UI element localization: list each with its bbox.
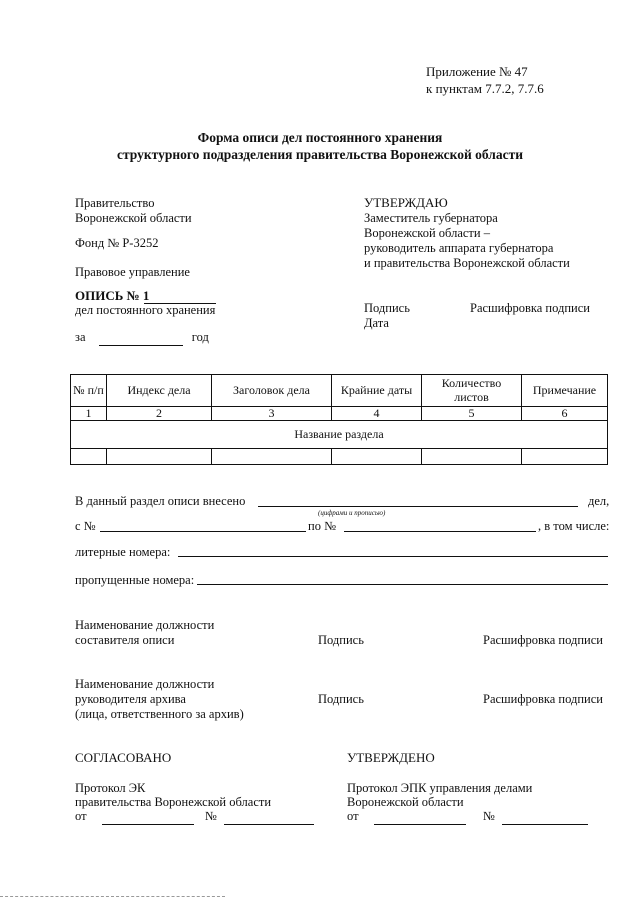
header-note: Примечание: [522, 375, 608, 407]
from-prefix: с №: [75, 519, 96, 533]
opis-year-row: [75, 330, 209, 346]
scan-edge-mark: [0, 896, 225, 897]
empty-cell: [107, 449, 212, 465]
to-blank: [344, 531, 536, 532]
archive-title-line1: Наименование должности: [75, 677, 215, 691]
compiler-decoding-label: Расшифровка подписи: [483, 633, 603, 647]
table-row: [71, 449, 608, 465]
appendix-number: Приложение № 47: [426, 64, 528, 79]
entered-suffix: дел,: [588, 494, 610, 508]
table-numbers-row: [71, 407, 608, 421]
approved-heading: УТВЕРЖДЕНО: [347, 750, 435, 765]
to-prefix: по №: [308, 519, 336, 533]
opis-number: ОПИСЬ № 1: [75, 288, 150, 303]
agreed-date-row: [75, 809, 314, 825]
col-number-3: 3: [212, 407, 332, 421]
form-title-line2: структурного подразделения правительства Воронежской области: [116, 147, 524, 162]
empty-cell: [71, 449, 107, 465]
department-name: Правовое управление: [75, 265, 190, 279]
approve-line2: Воронежской области –: [364, 226, 490, 240]
agreed-line2: правительства Воронежской области: [75, 795, 272, 809]
header-number: № п/п: [71, 375, 107, 407]
approved-date-row: [347, 809, 588, 825]
agreed-from-label: от: [75, 809, 87, 823]
approved-line1: Протокол ЭПК управления делами: [347, 781, 533, 795]
approved-number-label: №: [482, 809, 495, 823]
approve-line1: Заместитель губернатора: [364, 211, 498, 225]
col-number-6: 6: [522, 407, 608, 421]
year-prefix: за: [75, 330, 86, 344]
approved-from-label: от: [347, 809, 359, 823]
compiler-title-line1: Наименование должности: [75, 618, 215, 632]
approve-line3: руководитель аппарата губернатора: [364, 241, 554, 255]
col-number-4: 4: [332, 407, 422, 421]
including-label: , в том числе:: [538, 519, 610, 533]
header-title: Заголовок дела: [212, 375, 332, 407]
agreed-date-blank: [102, 814, 194, 825]
opis-subtitle: дел постоянного хранения: [75, 303, 216, 317]
entered-prefix: В данный раздел описи внесено: [75, 494, 246, 508]
archive-decoding-label: Расшифровка подписи: [483, 692, 603, 706]
empty-cell: [212, 449, 332, 465]
section-name-cell: Название раздела: [71, 421, 608, 449]
archive-title-line3: (лица, ответственного за архив): [75, 707, 244, 721]
approve-heading: УТВЕРЖДАЮ: [364, 195, 448, 210]
inventory-table: [70, 374, 608, 465]
agreed-number-label: №: [204, 809, 217, 823]
archive-signature-label: Подпись: [318, 692, 364, 706]
col-number-5: 5: [422, 407, 522, 421]
approved-line2: Воронежской области: [347, 795, 464, 809]
year-blank: [99, 335, 183, 346]
agreed-number-blank: [224, 814, 314, 825]
agreed-line1: Протокол ЭК: [75, 781, 146, 795]
empty-cell: [522, 449, 608, 465]
org-name-line1: Правительство: [75, 196, 155, 210]
year-suffix: год: [191, 330, 209, 344]
missing-blank: [197, 584, 608, 585]
missing-label: пропущенные номера:: [75, 573, 195, 587]
entered-blank: [258, 506, 578, 507]
from-blank: [100, 531, 306, 532]
appendix-points: к пунктам 7.7.2, 7.7.6: [426, 81, 544, 96]
empty-cell: [422, 449, 522, 465]
approve-decoding-label: Расшифровка подписи: [470, 301, 590, 315]
empty-cell: [332, 449, 422, 465]
entered-hint: (цифрами и прописью): [318, 509, 386, 517]
table-header-row: [71, 375, 608, 407]
approve-date-label: Дата: [364, 316, 389, 330]
header-sheets: Количество листов: [422, 375, 522, 407]
compiler-title-line2: составителя описи: [75, 633, 175, 647]
col-number-1: 1: [71, 407, 107, 421]
literal-label: литерные номера:: [75, 545, 171, 559]
header-index: Индекс дела: [107, 375, 212, 407]
approve-signature-label: Подпись: [364, 301, 410, 315]
form-title-line1: Форма описи дел постоянного хранения: [197, 130, 443, 145]
agreed-heading: СОГЛАСОВАНО: [75, 750, 172, 765]
col-number-2: 2: [107, 407, 212, 421]
literal-blank: [178, 556, 608, 557]
compiler-signature-label: Подпись: [318, 633, 364, 647]
approve-line4: и правительства Воронежской области: [364, 256, 570, 270]
fond-number: Фонд № Р-3252: [75, 236, 159, 250]
approved-date-blank: [374, 814, 466, 825]
org-name-line2: Воронежской области: [75, 211, 192, 225]
table-section-row: [71, 421, 608, 449]
header-dates: Крайние даты: [332, 375, 422, 407]
archive-title-line2: руководителя архива: [75, 692, 186, 706]
approved-number-blank: [502, 814, 588, 825]
